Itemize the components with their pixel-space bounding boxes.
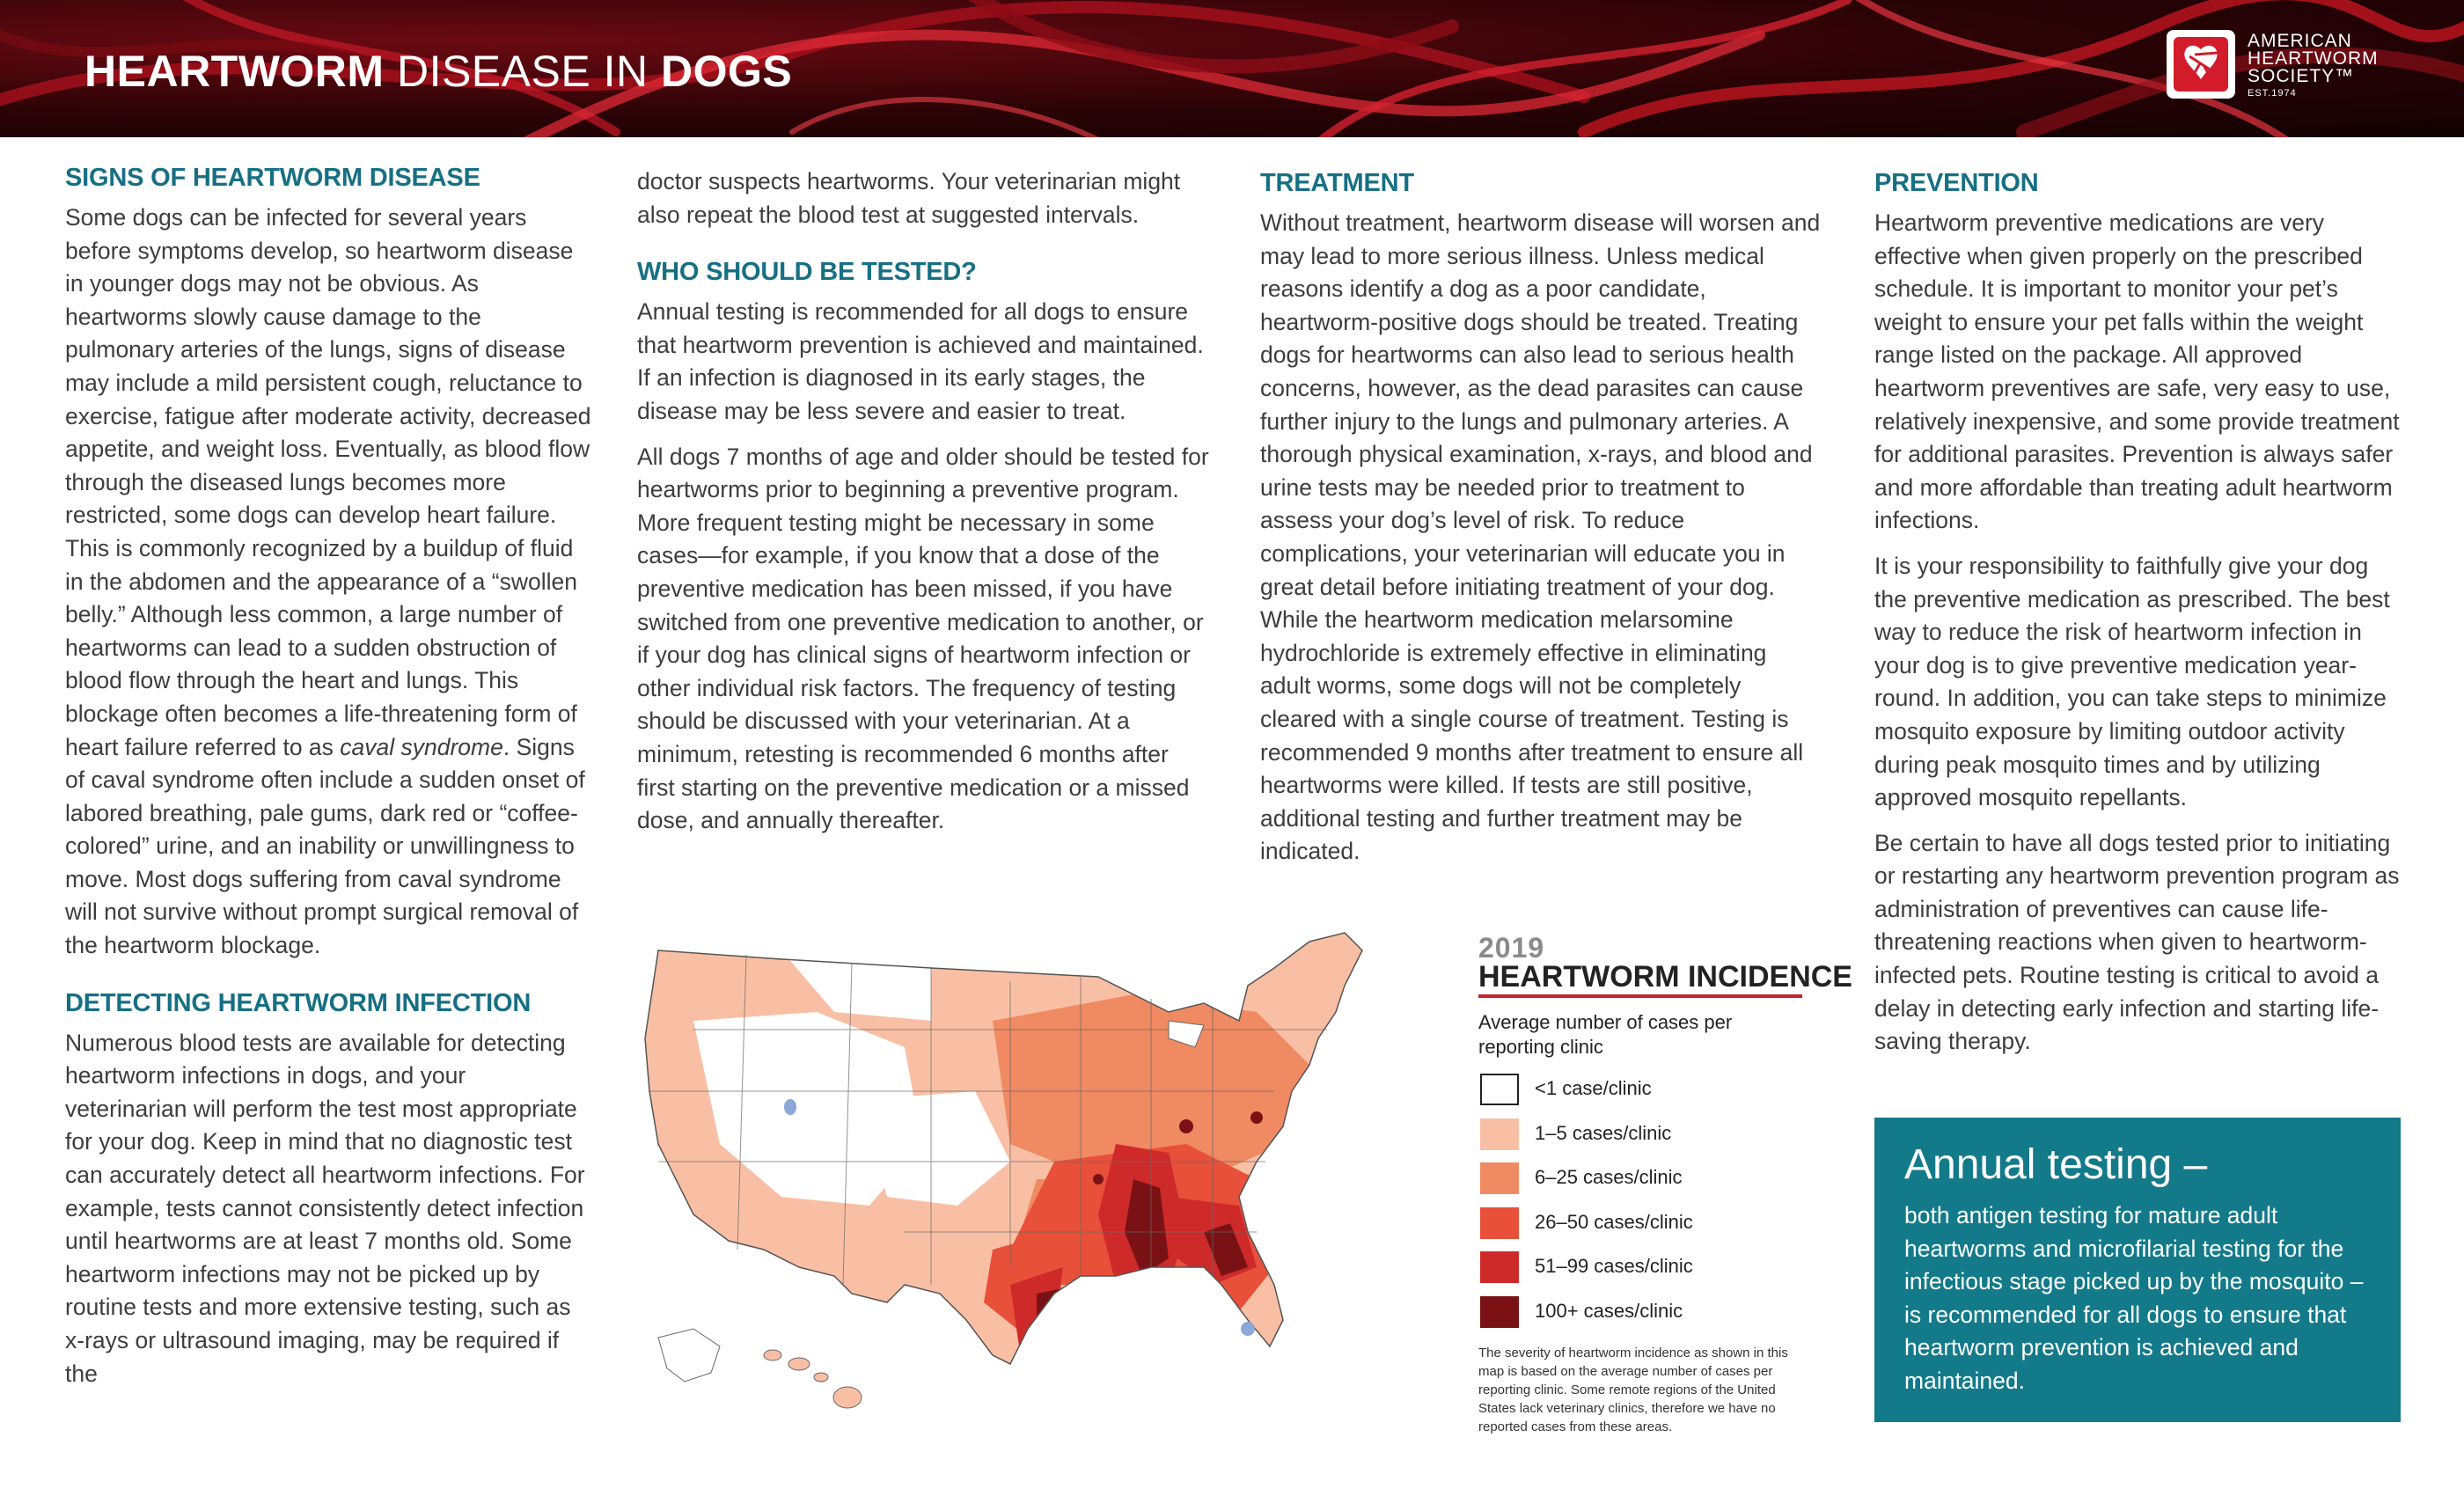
title-part-dogs: DOGS [661, 47, 793, 96]
logo-text-society: SOCIETY™ [2248, 66, 2355, 86]
legend-label: 51–99 cases/clinic [1535, 1255, 1693, 1277]
legend-swatch [1480, 1074, 1519, 1105]
title-part-heartworm: HEARTWORM [84, 47, 385, 96]
legend-label: 1–5 cases/clinic [1535, 1121, 1672, 1144]
heading-treatment: TREATMENT [1260, 169, 1414, 197]
prevention-paragraph-3: Be certain to have all dogs tested prior to initiating or restarting any heartworm prevention program as administration of preventives can cause life-threatening reactions when given to heartworm-infected pets. Routine testing is critical to avoid a delay in detecting early infection and starting life-saving therapy. [1874, 829, 2400, 1055]
title-part-disease-in: DISEASE IN [384, 47, 661, 96]
callout-title: Annual testing – [1904, 1141, 2208, 1188]
signs-text-b: . Signs of caval syndrome often include a sudden onset of labored breathing, pale gums, dark red or “coffee-colored” urine, and an inability or unwillingness to move. Most dogs suffering from caval syndrome will not survive without prompt surgical removal of the heartworm blockage. [65, 733, 585, 959]
column-treatment [1260, 169, 1823, 881]
who-tested-paragraph-1: Annual testing is recommended for all dogs to ensure that heartworm prevention is achieved and maintained. If an infection is diagnosed in its early stages, the disease may be less severe and easier to treat. [637, 298, 1204, 424]
signs-text-a: Some dogs can be infected for several years before symptoms develop, so heartworm disease in younger dogs may not be obvious. As heartworms slowly cause damage to the pulmonary arteries of the lungs, signs of disease may include a mild persistent cough, reluctance to exercise, fatigue after moderate activity, decreased appetite, and weight loss. Eventually, as blood flow through the diseased lungs becomes more restricted, some dogs can develop heart failure. This is commonly recognized by a buildup of fluid in the abdomen and the appearance of a “swollen belly.” Although less common, a large number of heartworms can lead to a sudden obstruction of blood flow through the heart and lungs. This blockage often becomes a life-threatening form of heart failure referred to as [65, 204, 591, 760]
legend-footnote: The severity of heartworm incidence as shown in this map is based on the average number of cases per reporting clinic. Some remote regions of the United States lack veterinary clinics, therefore we have no reported cases from these areas. [1478, 1346, 1788, 1434]
column-prevention [1874, 169, 2402, 1071]
legend-label: 6–25 cases/clinic [1535, 1166, 1683, 1188]
heading-detecting: DETECTING HEARTWORM INFECTION [65, 988, 532, 1017]
legend-row [1478, 1074, 1813, 1118]
logo-mark [2167, 30, 2235, 99]
legend-label: <1 case/clinic [1535, 1077, 1652, 1099]
signs-paragraph [65, 202, 593, 963]
legend-swatch [1480, 1118, 1519, 1150]
signs-text-caval-syndrome: caval syndrome [340, 733, 503, 760]
legend-row [1478, 1296, 1813, 1341]
annual-testing-callout [1874, 1118, 2401, 1422]
legend-subtitle: Average number of cases per reporting clinic [1478, 1011, 1733, 1058]
logo-text-heartworm: HEARTWORM [2248, 48, 2379, 69]
logo-est-year: EST.1974 [2248, 88, 2297, 99]
callout-body: both antigen testing for mature adult heartworms and microfilarial testing for the infectious stage picked up by the mosquito – is recommended for all dogs to ensure that heartworm prevention is achieved and maintained. [1904, 1202, 2364, 1394]
prevention-paragraph-2: It is your responsibility to faithfully give your dog the preventive medication as prescribed. The best way to reduce the risk of heartworm infection in your dog is to give preventive medication year-round. In addition, you can take steps to minimize mosquito exposure by limiting outdoor activity during peak mosquito times and by utilizing approved mosquito repellants. [1874, 552, 2390, 811]
legend-swatch [1480, 1207, 1519, 1239]
legend-row [1478, 1207, 1813, 1252]
detecting-paragraph-continued: doctor suspects heartworms. Your veterinarian might also repeat the blood test at suggested intervals. [637, 168, 1181, 228]
column-who-tested [637, 165, 1209, 850]
prevention-paragraph-1: Heartworm preventive medications are very effective when given properly on the prescribed schedule. It is important to monitor your pet’s weight to ensure your pet falls within the weight range listed on the package. All approved heartworm preventives are safe, very easy to use, relatively inexpensive, and some provide treatment for additional parasites. Prevention is always safer and more affordable than treating adult heartworm infections. [1874, 209, 2400, 534]
ahs-logo [2167, 28, 2431, 107]
who-tested-paragraph-2: All dogs 7 months of age and older should be tested for heartworms prior to beginning a preventive program. More frequent testing might be necessary in some cases—for example, if you know that a dose of the preventive medication has been missed, if you have switched from one preventive medication to another, or if your dog has clinical signs of heartworm infection or other individual risk factors. The frequency of testing should be discussed with your veterinarian. At a minimum, retesting is recommended 6 months after first starting on the preventive medication or a missed dose, and annually thereafter. [637, 443, 1209, 834]
legend-label: 26–50 cases/clinic [1535, 1210, 1693, 1233]
legend-swatch [1480, 1251, 1519, 1283]
legend-row [1478, 1162, 1813, 1207]
detecting-paragraph: Numerous blood tests are available for detecting heartworm infections in dogs, and your veterinarian will perform the test most appropriate for your dog. Keep in mind that no diagnostic test can accurately detect all heartworm infections. For example, tests cannot consistently detect infection until heartworms are at least 7 months old. Some heartworm infections may not be picked up by routine tests and more extensive testing, such as x-rays or ultrasound imaging, may be required if the [65, 1029, 585, 1387]
legend-label: 100+ cases/clinic [1535, 1299, 1683, 1322]
legend-row [1478, 1118, 1813, 1163]
map-legend [1478, 932, 1852, 1436]
treatment-paragraph: Without treatment, heartworm disease will worsen and may lead to more serious illness. Unless medical reasons identify a dog as a poor candidate, heartworm-positive dogs should be treated. Treating dogs for heartworms can also lead to serious health concerns, however, as the dead parasites can cause further injury to the lungs and pulmonary arteries. A thorough physical examination, x-rays, and blood and urine tests may be needed prior to treatment to assess your dog’s level of risk. To reduce complications, your veterinarian will educate you in great detail before initiating treatment of your dog. While the heartworm medication melarsomine hydrochloride is extremely effective in eliminating adult worms, some dogs will not be completely cleared with a single course of treatment. Testing is recommended 9 months after treatment to ensure all heartworms were killed. If tests are still positive, additional testing and further treatment may be indicated. [1260, 209, 1821, 865]
mosquito-icon [2174, 37, 2228, 92]
column-signs-detecting [65, 164, 593, 1403]
legend-row [1478, 1251, 1813, 1296]
heading-prevention: PREVENTION [1874, 169, 2039, 197]
heading-who-tested: WHO SHOULD BE TESTED? [637, 258, 977, 287]
us-heartworm-incidence-map [641, 915, 1468, 1434]
heading-signs: SIGNS OF HEARTWORM DISEASE [65, 164, 480, 192]
legend-year: 2019 [1478, 932, 1545, 964]
legend-swatch [1480, 1162, 1519, 1194]
header-banner [0, 0, 2464, 137]
legend-title-underline [1478, 994, 1802, 998]
legend-swatch [1480, 1296, 1519, 1328]
logo-text-american: AMERICAN [2248, 31, 2352, 51]
page-title [84, 46, 792, 97]
legend-title: HEARTWORM INCIDENCE [1478, 960, 1852, 994]
